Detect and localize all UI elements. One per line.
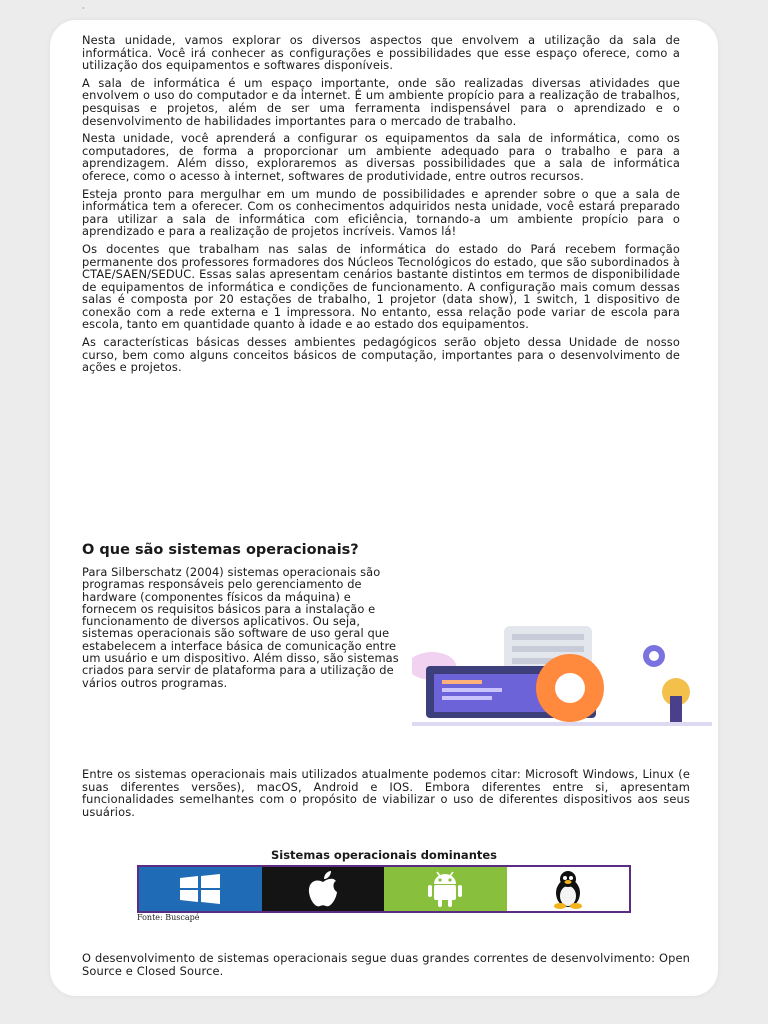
figure-title: Sistemas operacionais dominantes (270, 848, 498, 862)
apple-logo-icon (262, 867, 385, 911)
linux-tux-icon (507, 867, 630, 911)
intro-section (82, 34, 680, 379)
section-heading: O que são sistemas operacionais? (82, 542, 359, 558)
intro-paragraph: Esteja pronto para mergulhar em um mundo de possibilidades e aprender sobre o que a sala de informática tem a oferecer. Com os conhecimentos adquiridos nesta unidade, você estará preparado para utilizar a sala de informática com eficiência, tornando-a um ambiente propício para o aprendizado e para a realização de projetos incríveis. Vamos lá! (82, 186, 680, 239)
figure-source: Fonte: Buscapé (137, 913, 200, 922)
operating-system-illustration (412, 626, 712, 726)
definition-text: Para Silberschatz (2004) sistemas operacionais são programas responsáveis pelo gerenciamento de hardware (componentes físicos da máquina) e fornecem os requisitos básicos para a instalação e funcionamento de diversos aplicativos. Ou seja, sistemas operacionais são software de uso geral que estabelecem a interface básica de comunicação entre um usuário e um dispositivo. Além disso, são sistemas criados para servir de plataforma para a utilização de vários outros programas. (82, 565, 399, 690)
intro-paragraph: Nesta unidade, vamos explorar os diversos aspectos que envolvem a utilização da sala de informática. Você irá conhecer as configurações e possibilidades que esse espaço oferece, como a utilização dos equipamentos e softwares disponíveis. (82, 33, 680, 73)
header-mark: · (82, 4, 85, 13)
intro-paragraph: A sala de informática é um espaço importante, onde são realizadas diversas atividades que envolvem o uso do computador e da internet. É um ambiente propício para a realização de trabalhos, pesquisas e projetos, além de ser uma ferramenta indispensável para o aprendizado e o desenvolvimento de habilidades importantes para o mercado de trabalho. (82, 75, 680, 128)
os-logos-strip (137, 865, 631, 913)
intro-paragraph: Os docentes que trabalham nas salas de informática do estado do Pará recebem formação permanente dos professores formadores dos Núcleos Tecnológicos do estado, que são subordinados à CTAE/SAEN/SEDUC. Essas salas apresentam cenários bastante distintos em termos de disponibilidade de equipamentos de informática e condições de funcionamento. A configuração mais comum dessas salas é composta por 20 estações de trabalho, 1 projetor (data show), 1 switch, 1 dispositivo de conexão com a rede externa e 1 impressora. No entanto, essa relação pode variar de escola para escola, tanto em quantidade quanto à idade e ao estado dos equipamentos. (82, 241, 680, 332)
os-paragraph: Entre os sistemas operacionais mais utilizados atualmente podemos citar: Microsoft Windows, Linux (e suas diferentes versões), macOS, Android e IOS. Embora diferentes entre si, apresentam funcionalidades semelhantes com o propósito de viabilizar o uso de diferentes dispositivos aos seus usuários. (82, 767, 690, 819)
android-logo-icon (384, 867, 507, 911)
intro-paragraph: As características básicas desses ambientes pedagógicos serão objeto dessa Unidade de nosso curso, bem como alguns conceitos básicos de computação, importantes para o desenvolvimento de ações e projetos. (82, 335, 680, 375)
windows-logo-icon (139, 867, 262, 911)
intro-paragraph: Nesta unidade, você aprenderá a configurar os equipamentos da sala de informática, como os computadores, de forma a proporcionar um ambiente adequado para o trabalho e para a aprendizagem. Além disso, exploraremos as diversas possibilidades que a sala de informática oferece, como o acesso à internet, softwares de produtividade, entre outros recursos. (82, 131, 680, 183)
final-paragraph: O desenvolvimento de sistemas operacionais segue duas grandes correntes de desenvolvimento: Open Source e Closed Source. (82, 951, 690, 978)
